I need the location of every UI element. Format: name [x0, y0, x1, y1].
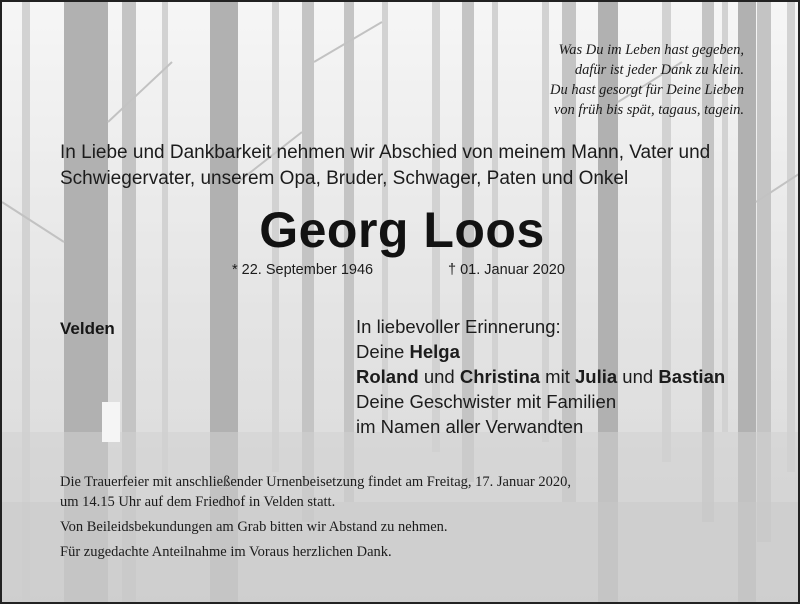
- poem-line: von früh bis spät, tagaus, tagein.: [553, 102, 744, 118]
- hometown: Velden: [60, 319, 115, 338]
- intro-line: In Liebe und Dankbarkeit nehmen wir Abschied von meinem Mann, Vater und: [60, 142, 711, 163]
- grandchild-name: Bastian: [658, 366, 726, 387]
- memorial-poem: [550, 40, 744, 120]
- thanks-note: Für zugedachte Anteilnahme im Voraus herzlichen Dank.: [60, 544, 392, 560]
- grandchild-name: Julia: [575, 366, 618, 387]
- condolence-note: Von Beileidsbekundungen am Grab bitten wir Abstand zu nehmen.: [60, 519, 448, 535]
- mourner-siblings: Deine Geschwister mit Familien: [356, 391, 617, 412]
- wife-prefix: Deine: [356, 341, 410, 362]
- mourner-wife: [356, 339, 725, 364]
- funeral-details-line: um 14.15 Uhr auf dem Friedhof in Velden statt.: [60, 494, 336, 510]
- conjunction: mit: [540, 366, 575, 387]
- intro-line: Schwiegervater, unserem Opa, Bruder, Schwager, Paten und Onkel: [60, 168, 629, 189]
- poem-line: Was Du im Leben hast gegeben,: [558, 42, 744, 58]
- poem-line: dafür ist jeder Dank zu klein.: [574, 62, 744, 78]
- conjunction: und: [617, 366, 659, 387]
- mourner-children: [356, 364, 725, 389]
- wife-name: Helga: [409, 341, 460, 362]
- birth-date: * 22. September 1946: [232, 262, 374, 278]
- death-date: † 01. Januar 2020: [448, 262, 565, 278]
- farewell-intro: [60, 140, 760, 192]
- mourners-list: [356, 314, 725, 439]
- child-name: Roland: [356, 366, 419, 387]
- mourner-relatives: im Namen aller Verwandten: [356, 416, 584, 437]
- deceased-name: Georg Loos: [259, 202, 545, 258]
- child-name: Christina: [459, 366, 541, 387]
- funeral-information: [60, 472, 760, 562]
- poem-line: Du hast gesorgt für Deine Lieben: [550, 82, 744, 98]
- mourners-heading: In liebevoller Erinnerung:: [356, 316, 561, 337]
- conjunction: und: [418, 366, 460, 387]
- funeral-details-line: Die Trauerfeier mit anschließender Urnenbeisetzung findet am Freitag, 17. Januar 2020,: [60, 474, 571, 490]
